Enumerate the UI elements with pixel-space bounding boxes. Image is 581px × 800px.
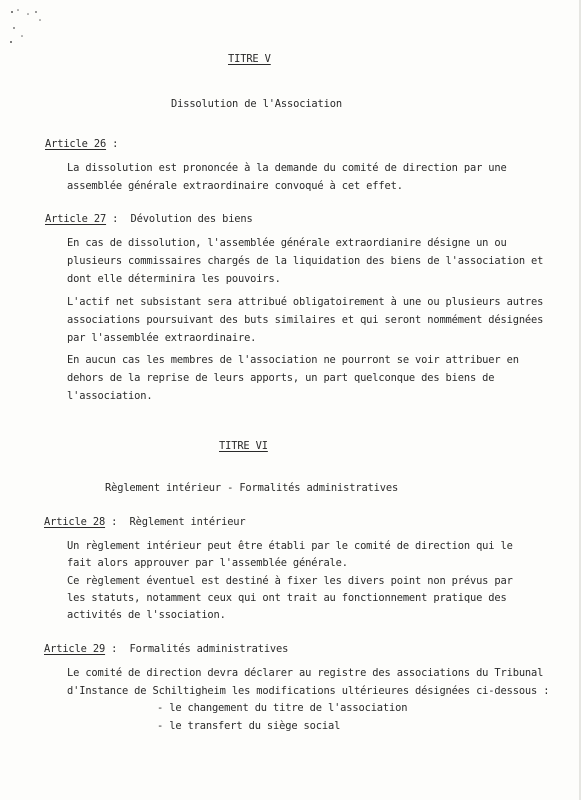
article-27-p3-line: En aucun cas les membres de l'association ne pourront se voir attribuer en [67, 354, 519, 366]
article-28-heading [44, 516, 246, 528]
scan-specks [8, 8, 48, 48]
titre-vi-heading: TITRE VI [219, 440, 268, 452]
article-28-line: activités de l'ssociation. [67, 609, 226, 621]
article-29-title: Formalités administratives [129, 643, 289, 655]
article-29-list-item: - le changement du titre de l'association [157, 702, 408, 714]
article-29-line: Le comité de direction devra déclarer au registre des associations du Tribunal [67, 667, 544, 679]
article-29-list-item: - le transfert du siège social [157, 720, 341, 732]
article-26-sep: : [112, 138, 119, 150]
article-26-line: La dissolution est prononcée à la demande du comité de direction par une [67, 162, 507, 174]
article-29-label: Article 29 [44, 643, 106, 655]
article-28-line: fait alors approuver par l'assemblée générale. [67, 557, 348, 569]
article-27-title: Dévolution des biens [130, 213, 253, 225]
article-28-title: Règlement intérieur [129, 516, 246, 528]
titre-vi-subtitle: Règlement intérieur - Formalités administratives [105, 482, 399, 494]
article-26-label: Article 26 [45, 138, 107, 150]
article-27-heading [45, 213, 253, 225]
article-27-p1-line: dont elle déterminira les pouvoirs. [67, 273, 281, 285]
article-27-label: Article 27 [45, 213, 107, 225]
titre-v-heading: TITRE V [228, 53, 271, 65]
article-27-p2-line: associations poursuivant des buts similaires et qui seront nommément désignées [67, 314, 544, 326]
article-28-line: les statuts, notamment ceux qui ont trait au fonctionnement pratique des [67, 592, 507, 604]
article-27-sep: : [112, 213, 119, 225]
titre-v-subtitle: Dissolution de l'Association [171, 98, 342, 110]
article-28-label: Article 28 [44, 516, 106, 528]
article-28-sep: : [111, 516, 118, 528]
article-27-p3-line: l'association. [67, 390, 153, 402]
article-27-p3-line: dehors de la reprise de leurs apports, un part quelconque des biens de [67, 372, 495, 384]
article-29-line: d'Instance de Schiltigheim les modifications ultérieures désignées ci-dessous : [67, 685, 550, 697]
article-27-p1-line: plusieurs commissaires chargés de la liquidation des biens de l'association et [67, 255, 544, 267]
article-26-line: assemblée générale extraordinaire convoqué à cet effet. [67, 180, 403, 192]
article-27-p2-line: par l'assemblée extraordinaire. [67, 332, 257, 344]
article-27-p2-line: L'actif net subsistant sera attribué obligatoirement à une ou plusieurs autres [67, 296, 544, 308]
article-29-heading [44, 643, 288, 655]
article-29-sep: : [111, 643, 118, 655]
article-27-p1-line: En cas de dissolution, l'assemblée générale extraordianire désigne un ou [67, 237, 507, 249]
article-28-line: Un règlement intérieur peut être établi par le comité de direction qui le [67, 540, 513, 552]
article-28-line: Ce règlement éventuel est destiné à fixer les divers point non prévus par [67, 575, 513, 587]
article-26-heading [45, 138, 118, 150]
